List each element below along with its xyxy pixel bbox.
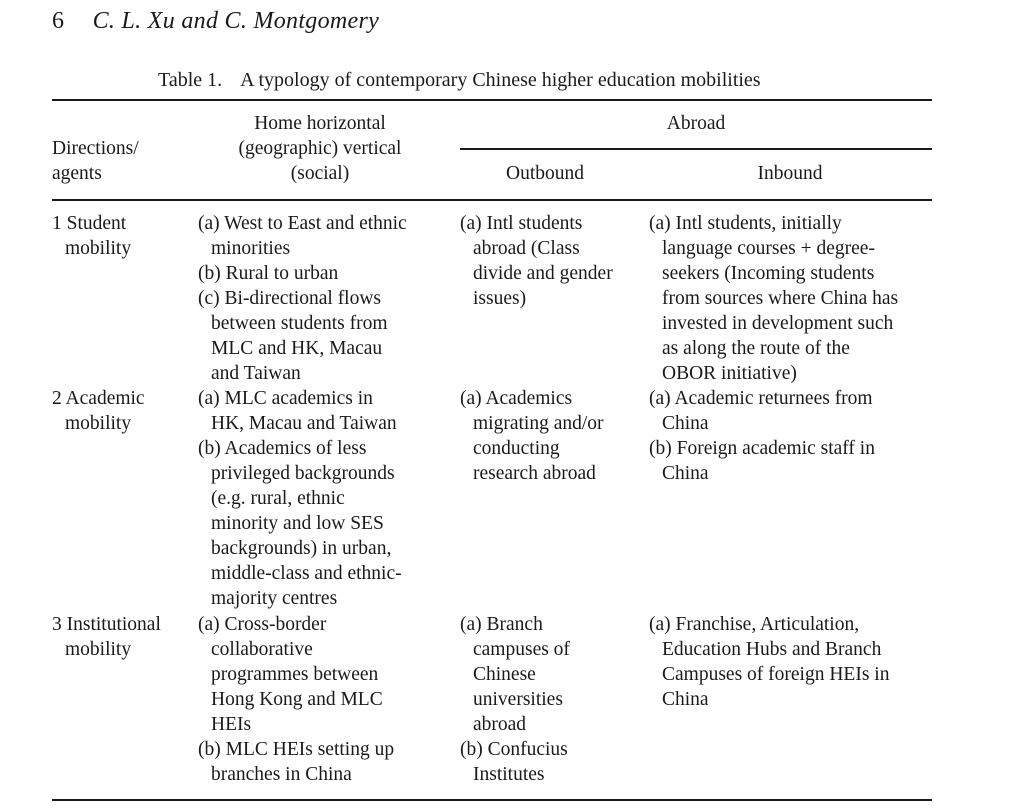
cell-line: (a) West to East and ethnic bbox=[198, 213, 407, 234]
cell-line: 3 Institutional bbox=[52, 614, 161, 635]
table-bottom-rule bbox=[52, 799, 932, 801]
cell-inbound bbox=[649, 211, 939, 386]
cell-line: mobility bbox=[65, 238, 132, 259]
cell-line: conducting bbox=[473, 438, 560, 459]
header-directions-agents bbox=[52, 136, 192, 186]
cell-agent bbox=[52, 211, 192, 261]
cell-line: branches in China bbox=[211, 764, 352, 785]
header-line: (social) bbox=[290, 163, 350, 184]
cell-line: (a) Academics bbox=[460, 388, 573, 409]
table-caption-number: Table 1. bbox=[158, 69, 223, 91]
cell-line: Hong Kong and MLC bbox=[211, 689, 383, 710]
cell-line: research abroad bbox=[473, 463, 596, 484]
cell-line: (a) Intl students bbox=[460, 213, 583, 234]
cell-line: HK, Macau and Taiwan bbox=[211, 413, 397, 434]
cell-line: China bbox=[662, 689, 709, 710]
header-line: (geographic) vertical bbox=[238, 138, 402, 159]
cell-line: 2 Academic bbox=[52, 388, 145, 409]
header-line: Directions/ bbox=[52, 138, 139, 159]
cell-line: Institutes bbox=[473, 764, 545, 785]
cell-line: campuses of bbox=[473, 639, 570, 660]
cell-line: minority and low SES bbox=[211, 513, 384, 534]
cell-line: invested in development such bbox=[662, 313, 894, 334]
cell-line: majority centres bbox=[211, 588, 338, 609]
cell-line: abroad (Class bbox=[473, 238, 580, 259]
cell-line: (b) Academics of less bbox=[198, 438, 367, 459]
cell-line: Education Hubs and Branch bbox=[662, 639, 882, 660]
cell-line: mobility bbox=[65, 413, 132, 434]
cell-home bbox=[198, 612, 450, 787]
cell-line: (a) Franchise, Articulation, bbox=[649, 614, 860, 635]
cell-line: (e.g. rural, ethnic bbox=[211, 488, 345, 509]
cell-line: minorities bbox=[211, 238, 291, 259]
cell-line: migrating and/or bbox=[473, 413, 604, 434]
cell-line: collaborative bbox=[211, 639, 313, 660]
page-number: 6 bbox=[52, 8, 65, 34]
table-caption bbox=[158, 69, 761, 92]
cell-line: HEIs bbox=[211, 714, 252, 735]
header-abroad: Abroad bbox=[666, 113, 726, 134]
cell-line: universities bbox=[473, 689, 563, 710]
cell-line: (a) Branch bbox=[460, 614, 543, 635]
cell-inbound bbox=[649, 612, 939, 712]
cell-outbound bbox=[460, 386, 640, 486]
running-head bbox=[52, 8, 379, 35]
cell-line: 1 Student bbox=[52, 213, 127, 234]
cell-line: programmes between bbox=[211, 664, 379, 685]
cell-line: privileged backgrounds bbox=[211, 463, 395, 484]
author-names: C. L. Xu and C. Montgomery bbox=[92, 8, 380, 34]
cell-line: as along the route of the bbox=[662, 338, 850, 359]
header-home bbox=[198, 111, 442, 186]
cell-outbound bbox=[460, 612, 640, 787]
cell-line: Chinese bbox=[473, 664, 536, 685]
cell-line: abroad bbox=[473, 714, 527, 735]
header-line: agents bbox=[52, 163, 102, 184]
cell-line: and Taiwan bbox=[211, 363, 301, 384]
header-line: Home horizontal bbox=[254, 113, 386, 134]
cell-line: MLC and HK, Macau bbox=[211, 338, 383, 359]
cell-line: (a) Cross-border bbox=[198, 614, 327, 635]
header-bottom-rule bbox=[52, 199, 932, 201]
cell-agent bbox=[52, 386, 192, 436]
header-inbound: Inbound bbox=[757, 163, 823, 184]
cell-line: middle-class and ethnic- bbox=[211, 563, 402, 584]
cell-line: (b) MLC HEIs setting up bbox=[198, 739, 395, 760]
cell-line: mobility bbox=[65, 639, 132, 660]
cell-line: backgrounds) in urban, bbox=[211, 538, 392, 559]
cell-inbound bbox=[649, 386, 939, 486]
cell-line: from sources where China has bbox=[662, 288, 899, 309]
table-top-rule bbox=[52, 99, 932, 101]
cell-line: (b) Confucius bbox=[460, 739, 568, 760]
cell-line: China bbox=[662, 413, 709, 434]
cell-line: (a) MLC academics in bbox=[198, 388, 373, 409]
cell-line: issues) bbox=[473, 288, 527, 309]
cell-line: (a) Intl students, initially bbox=[649, 213, 842, 234]
cell-line: (c) Bi-directional flows bbox=[198, 288, 382, 309]
cell-line: seekers (Incoming students bbox=[662, 263, 875, 284]
cell-line: (b) Rural to urban bbox=[198, 263, 339, 284]
cell-outbound bbox=[460, 211, 640, 311]
cell-line: (b) Foreign academic staff in bbox=[649, 438, 875, 459]
abroad-header-rule bbox=[460, 148, 932, 150]
cell-home bbox=[198, 386, 450, 611]
cell-line: OBOR initiative) bbox=[662, 363, 797, 384]
cell-agent bbox=[52, 612, 192, 662]
cell-line: language courses + degree- bbox=[662, 238, 875, 259]
cell-line: China bbox=[662, 463, 709, 484]
cell-line: between students from bbox=[211, 313, 388, 334]
cell-line: (a) Academic returnees from bbox=[649, 388, 873, 409]
header-outbound: Outbound bbox=[506, 163, 584, 184]
cell-line: Campuses of foreign HEIs in bbox=[662, 664, 890, 685]
table-caption-title: A typology of contemporary Chinese higher education mobilities bbox=[240, 69, 761, 91]
cell-line: divide and gender bbox=[473, 263, 613, 284]
cell-home bbox=[198, 211, 450, 386]
